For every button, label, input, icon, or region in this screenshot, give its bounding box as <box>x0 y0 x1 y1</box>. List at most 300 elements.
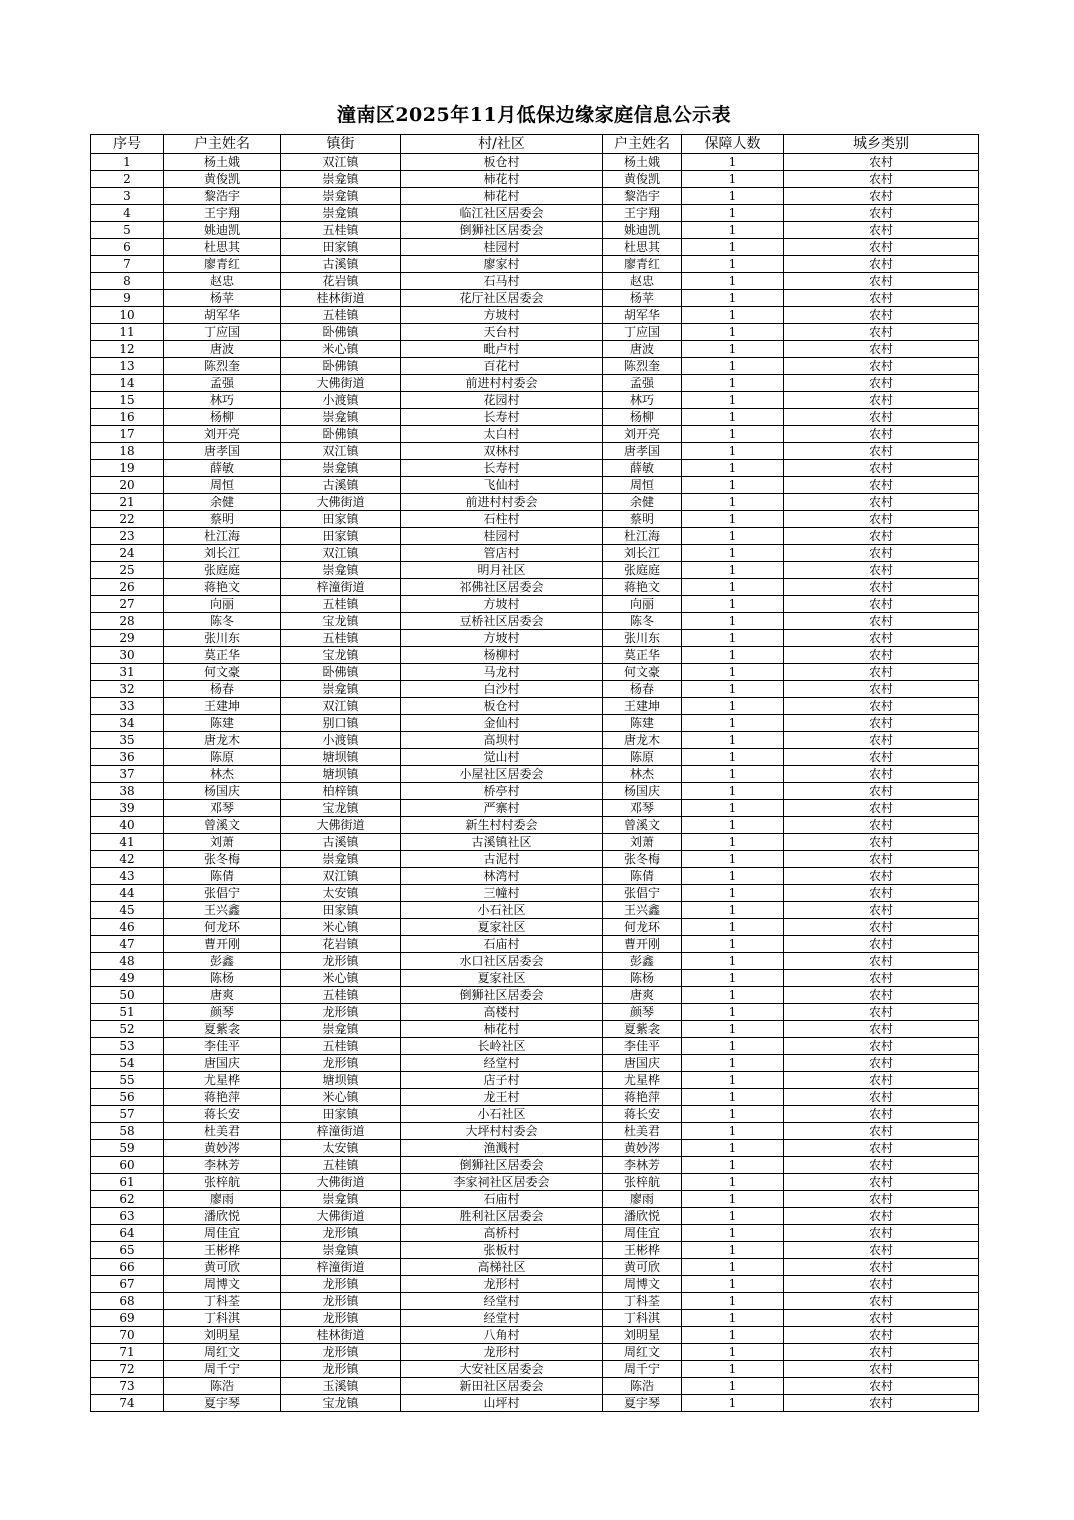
seq-cell: 53 <box>91 1038 164 1055</box>
town-header: 镇街 <box>281 135 401 154</box>
head-name-2-cell: 王兴鑫 <box>603 902 682 919</box>
head-name-cell: 刘萧 <box>164 834 281 851</box>
head-name-2-cell: 刘萧 <box>603 834 682 851</box>
count-cell: 1 <box>682 1344 784 1361</box>
seq-cell: 5 <box>91 222 164 239</box>
seq-cell: 14 <box>91 375 164 392</box>
seq-cell: 68 <box>91 1293 164 1310</box>
count-cell: 1 <box>682 1293 784 1310</box>
head-name-2-cell: 王彬桦 <box>603 1242 682 1259</box>
category-cell: 农村 <box>784 1157 979 1174</box>
head-name-cell: 杨柳 <box>164 409 281 426</box>
seq-cell: 9 <box>91 290 164 307</box>
category-cell: 农村 <box>784 766 979 783</box>
seq-cell: 11 <box>91 324 164 341</box>
village-cell: 柿花村 <box>401 171 603 188</box>
seq-cell: 24 <box>91 545 164 562</box>
category-cell: 农村 <box>784 205 979 222</box>
count-cell: 1 <box>682 817 784 834</box>
head-name-2-header: 户主姓名 <box>603 135 682 154</box>
town-cell: 别口镇 <box>281 715 401 732</box>
town-cell: 米心镇 <box>281 1089 401 1106</box>
category-cell: 农村 <box>784 1395 979 1412</box>
category-cell: 农村 <box>784 426 979 443</box>
head-name-cell: 杨春 <box>164 681 281 698</box>
village-cell: 石马村 <box>401 273 603 290</box>
town-cell: 玉溪镇 <box>281 1378 401 1395</box>
head-name-2-cell: 陈浩 <box>603 1378 682 1395</box>
seq-cell: 45 <box>91 902 164 919</box>
head-name-2-cell: 陈杨 <box>603 970 682 987</box>
seq-cell: 33 <box>91 698 164 715</box>
village-cell: 天台村 <box>401 324 603 341</box>
count-cell: 1 <box>682 307 784 324</box>
head-name-2-cell: 唐孝国 <box>603 443 682 460</box>
town-cell: 五桂镇 <box>281 222 401 239</box>
count-cell: 1 <box>682 1361 784 1378</box>
village-cell: 林湾村 <box>401 868 603 885</box>
head-name-cell: 周千宁 <box>164 1361 281 1378</box>
table-row <box>91 1055 979 1072</box>
count-cell: 1 <box>682 494 784 511</box>
head-name-cell: 丁科淇 <box>164 1310 281 1327</box>
count-cell: 1 <box>682 834 784 851</box>
town-cell: 田家镇 <box>281 902 401 919</box>
category-cell: 农村 <box>784 460 979 477</box>
table-row <box>91 1072 979 1089</box>
table-row <box>91 1344 979 1361</box>
category-cell: 农村 <box>784 987 979 1004</box>
head-name-cell: 陈烈奎 <box>164 358 281 375</box>
category-cell: 农村 <box>784 528 979 545</box>
head-name-cell: 黄可欣 <box>164 1259 281 1276</box>
table-row <box>91 1361 979 1378</box>
table-row <box>91 1140 979 1157</box>
count-cell: 1 <box>682 545 784 562</box>
category-cell: 农村 <box>784 1123 979 1140</box>
village-cell: 桂园村 <box>401 239 603 256</box>
count-cell: 1 <box>682 443 784 460</box>
seq-cell: 26 <box>91 579 164 596</box>
town-cell: 米心镇 <box>281 970 401 987</box>
table-row <box>91 1242 979 1259</box>
category-cell: 农村 <box>784 375 979 392</box>
town-cell: 崇龛镇 <box>281 1191 401 1208</box>
count-cell: 1 <box>682 324 784 341</box>
seq-cell: 25 <box>91 562 164 579</box>
head-name-2-cell: 唐龙木 <box>603 732 682 749</box>
category-cell: 农村 <box>784 188 979 205</box>
table-row <box>91 171 979 188</box>
seq-cell: 12 <box>91 341 164 358</box>
table-row <box>91 613 979 630</box>
head-name-cell: 王兴鑫 <box>164 902 281 919</box>
seq-cell: 39 <box>91 800 164 817</box>
village-cell: 店子村 <box>401 1072 603 1089</box>
head-name-cell: 唐波 <box>164 341 281 358</box>
head-name-2-cell: 陈建 <box>603 715 682 732</box>
village-cell: 新生村村委会 <box>401 817 603 834</box>
category-cell: 农村 <box>784 171 979 188</box>
village-cell: 经堂村 <box>401 1310 603 1327</box>
seq-cell: 18 <box>91 443 164 460</box>
count-cell: 1 <box>682 919 784 936</box>
category-cell: 农村 <box>784 596 979 613</box>
head-name-2-cell: 黄俊凯 <box>603 171 682 188</box>
count-cell: 1 <box>682 749 784 766</box>
head-name-cell: 陈倩 <box>164 868 281 885</box>
town-cell: 宝龙镇 <box>281 800 401 817</box>
seq-cell: 31 <box>91 664 164 681</box>
village-cell: 倒狮社区居委会 <box>401 1157 603 1174</box>
seq-cell: 21 <box>91 494 164 511</box>
seq-cell: 55 <box>91 1072 164 1089</box>
category-cell: 农村 <box>784 817 979 834</box>
town-cell: 柏梓镇 <box>281 783 401 800</box>
seq-cell: 48 <box>91 953 164 970</box>
head-name-cell: 陈杨 <box>164 970 281 987</box>
count-cell: 1 <box>682 630 784 647</box>
category-cell: 农村 <box>784 1089 979 1106</box>
category-cell: 农村 <box>784 477 979 494</box>
head-name-cell: 莫正华 <box>164 647 281 664</box>
seq-cell: 69 <box>91 1310 164 1327</box>
category-cell: 农村 <box>784 1327 979 1344</box>
count-cell: 1 <box>682 579 784 596</box>
town-cell: 五桂镇 <box>281 1038 401 1055</box>
table-row <box>91 834 979 851</box>
table-row <box>91 1327 979 1344</box>
category-cell: 农村 <box>784 681 979 698</box>
seq-cell: 50 <box>91 987 164 1004</box>
count-cell: 1 <box>682 1021 784 1038</box>
table-row <box>91 953 979 970</box>
seq-cell: 42 <box>91 851 164 868</box>
table-row <box>91 341 979 358</box>
seq-cell: 8 <box>91 273 164 290</box>
seq-cell: 65 <box>91 1242 164 1259</box>
village-cell: 倒狮社区居委会 <box>401 222 603 239</box>
town-cell: 崇龛镇 <box>281 1242 401 1259</box>
seq-cell: 4 <box>91 205 164 222</box>
town-cell: 宝龙镇 <box>281 647 401 664</box>
village-cell: 夏家社区 <box>401 919 603 936</box>
category-cell: 农村 <box>784 273 979 290</box>
table-row <box>91 358 979 375</box>
category-cell: 农村 <box>784 919 979 936</box>
head-name-2-cell: 林杰 <box>603 766 682 783</box>
head-name-2-cell: 张梓航 <box>603 1174 682 1191</box>
village-cell: 山坪村 <box>401 1395 603 1412</box>
table-row <box>91 766 979 783</box>
village-cell: 龙形村 <box>401 1276 603 1293</box>
head-name-cell: 蒋艳萍 <box>164 1089 281 1106</box>
count-cell: 1 <box>682 290 784 307</box>
town-cell: 大佛街道 <box>281 1174 401 1191</box>
table-row <box>91 885 979 902</box>
head-name-cell: 李佳平 <box>164 1038 281 1055</box>
seq-cell: 56 <box>91 1089 164 1106</box>
head-name-2-cell: 胡军华 <box>603 307 682 324</box>
town-cell: 龙形镇 <box>281 1293 401 1310</box>
seq-cell: 63 <box>91 1208 164 1225</box>
seq-cell: 37 <box>91 766 164 783</box>
count-cell: 1 <box>682 528 784 545</box>
town-cell: 双江镇 <box>281 545 401 562</box>
category-cell: 农村 <box>784 715 979 732</box>
town-cell: 宝龙镇 <box>281 1395 401 1412</box>
town-cell: 五桂镇 <box>281 307 401 324</box>
seq-cell: 27 <box>91 596 164 613</box>
village-cell: 长寿村 <box>401 409 603 426</box>
table-row <box>91 1259 979 1276</box>
head-name-2-cell: 何龙环 <box>603 919 682 936</box>
seq-cell: 73 <box>91 1378 164 1395</box>
count-cell: 1 <box>682 851 784 868</box>
seq-cell: 3 <box>91 188 164 205</box>
head-name-2-cell: 姚迪凯 <box>603 222 682 239</box>
seq-cell: 41 <box>91 834 164 851</box>
seq-cell: 20 <box>91 477 164 494</box>
village-cell: 胜利社区居委会 <box>401 1208 603 1225</box>
head-name-cell: 赵忠 <box>164 273 281 290</box>
head-name-cell: 杨苹 <box>164 290 281 307</box>
village-cell: 倒狮社区居委会 <box>401 987 603 1004</box>
count-cell: 1 <box>682 1072 784 1089</box>
head-name-2-cell: 唐国庆 <box>603 1055 682 1072</box>
count-cell: 1 <box>682 681 784 698</box>
table-row <box>91 1089 979 1106</box>
table-row <box>91 528 979 545</box>
head-name-2-cell: 张冬梅 <box>603 851 682 868</box>
head-name-cell: 张庭庭 <box>164 562 281 579</box>
village-cell: 新田社区居委会 <box>401 1378 603 1395</box>
head-name-cell: 廖雨 <box>164 1191 281 1208</box>
table-row <box>91 375 979 392</box>
village-cell: 水口社区居委会 <box>401 953 603 970</box>
count-cell: 1 <box>682 1106 784 1123</box>
town-cell: 崇龛镇 <box>281 562 401 579</box>
head-name-2-cell: 蔡明 <box>603 511 682 528</box>
village-cell: 方坡村 <box>401 596 603 613</box>
town-cell: 龙形镇 <box>281 1276 401 1293</box>
table-row <box>91 868 979 885</box>
head-name-cell: 李林芳 <box>164 1157 281 1174</box>
head-name-2-cell: 黎浩宇 <box>603 188 682 205</box>
count-cell: 1 <box>682 936 784 953</box>
town-cell: 龙形镇 <box>281 953 401 970</box>
head-name-cell: 王彬桦 <box>164 1242 281 1259</box>
category-cell: 农村 <box>784 154 979 171</box>
head-name-cell: 王宇翔 <box>164 205 281 222</box>
table-row <box>91 579 979 596</box>
seq-cell: 61 <box>91 1174 164 1191</box>
village-cell: 方坡村 <box>401 307 603 324</box>
category-cell: 农村 <box>784 1004 979 1021</box>
head-name-cell: 陈冬 <box>164 613 281 630</box>
head-name-2-cell: 周佳宜 <box>603 1225 682 1242</box>
table-row <box>91 681 979 698</box>
head-name-2-cell: 唐爽 <box>603 987 682 1004</box>
head-name-2-cell: 刘长江 <box>603 545 682 562</box>
village-cell: 前进村村委会 <box>401 375 603 392</box>
category-cell: 农村 <box>784 1055 979 1072</box>
category-cell: 农村 <box>784 732 979 749</box>
table-row <box>91 511 979 528</box>
category-cell: 农村 <box>784 885 979 902</box>
town-cell: 古溪镇 <box>281 477 401 494</box>
town-cell: 桂林街道 <box>281 290 401 307</box>
head-name-cell: 张冬梅 <box>164 851 281 868</box>
head-name-cell: 向丽 <box>164 596 281 613</box>
town-cell: 龙形镇 <box>281 1225 401 1242</box>
head-name-cell: 薛敏 <box>164 460 281 477</box>
table-row <box>91 1293 979 1310</box>
table-row <box>91 1378 979 1395</box>
count-header: 保障人数 <box>682 135 784 154</box>
count-cell: 1 <box>682 1310 784 1327</box>
count-cell: 1 <box>682 902 784 919</box>
head-name-2-cell: 杨苹 <box>603 290 682 307</box>
category-cell: 农村 <box>784 1038 979 1055</box>
count-cell: 1 <box>682 800 784 817</box>
town-cell: 田家镇 <box>281 511 401 528</box>
seq-cell: 67 <box>91 1276 164 1293</box>
town-cell: 大佛街道 <box>281 494 401 511</box>
town-cell: 双江镇 <box>281 698 401 715</box>
count-cell: 1 <box>682 613 784 630</box>
village-cell: 石庙村 <box>401 936 603 953</box>
seq-cell: 7 <box>91 256 164 273</box>
table-row <box>91 1038 979 1055</box>
town-cell: 五桂镇 <box>281 596 401 613</box>
table-row <box>91 749 979 766</box>
head-name-cell: 刘长江 <box>164 545 281 562</box>
seq-cell: 28 <box>91 613 164 630</box>
town-cell: 五桂镇 <box>281 987 401 1004</box>
village-cell: 金仙村 <box>401 715 603 732</box>
head-name-cell: 张梓航 <box>164 1174 281 1191</box>
seq-cell: 71 <box>91 1344 164 1361</box>
count-cell: 1 <box>682 1378 784 1395</box>
village-cell: 觉山村 <box>401 749 603 766</box>
head-name-cell: 丁科荃 <box>164 1293 281 1310</box>
town-cell: 田家镇 <box>281 239 401 256</box>
town-cell: 崇龛镇 <box>281 188 401 205</box>
table-row <box>91 1106 979 1123</box>
table-row <box>91 1123 979 1140</box>
town-cell: 梓潼街道 <box>281 1259 401 1276</box>
village-cell: 杨柳村 <box>401 647 603 664</box>
category-cell: 农村 <box>784 1378 979 1395</box>
count-cell: 1 <box>682 1242 784 1259</box>
seq-cell: 15 <box>91 392 164 409</box>
seq-cell: 70 <box>91 1327 164 1344</box>
table-row <box>91 1174 979 1191</box>
town-cell: 崇龛镇 <box>281 409 401 426</box>
village-cell: 廖家村 <box>401 256 603 273</box>
town-cell: 五桂镇 <box>281 1157 401 1174</box>
town-cell: 古溪镇 <box>281 834 401 851</box>
head-name-2-cell: 杨国庆 <box>603 783 682 800</box>
category-cell: 农村 <box>784 1191 979 1208</box>
count-cell: 1 <box>682 1259 784 1276</box>
village-cell: 高桥村 <box>401 1225 603 1242</box>
count-cell: 1 <box>682 1191 784 1208</box>
head-name-2-cell: 赵忠 <box>603 273 682 290</box>
town-cell: 崇龛镇 <box>281 460 401 477</box>
table-row <box>91 596 979 613</box>
head-name-2-cell: 陈倩 <box>603 868 682 885</box>
town-cell: 梓潼街道 <box>281 1123 401 1140</box>
village-cell: 石庙村 <box>401 1191 603 1208</box>
count-cell: 1 <box>682 239 784 256</box>
head-name-2-cell: 陈原 <box>603 749 682 766</box>
head-name-cell: 唐国庆 <box>164 1055 281 1072</box>
head-name-2-cell: 丁科淇 <box>603 1310 682 1327</box>
head-name-cell: 张倡宁 <box>164 885 281 902</box>
village-cell: 双林村 <box>401 443 603 460</box>
seq-cell: 34 <box>91 715 164 732</box>
village-cell: 大坪村村委会 <box>401 1123 603 1140</box>
table-row <box>91 715 979 732</box>
head-name-cell: 林杰 <box>164 766 281 783</box>
head-name-2-cell: 夏宇琴 <box>603 1395 682 1412</box>
head-name-cell: 丁应国 <box>164 324 281 341</box>
town-cell: 太安镇 <box>281 885 401 902</box>
seq-cell: 57 <box>91 1106 164 1123</box>
count-cell: 1 <box>682 783 784 800</box>
seq-cell: 38 <box>91 783 164 800</box>
seq-cell: 40 <box>91 817 164 834</box>
head-name-cell: 黎浩宇 <box>164 188 281 205</box>
table-row <box>91 1157 979 1174</box>
seq-cell: 58 <box>91 1123 164 1140</box>
category-cell: 农村 <box>784 1344 979 1361</box>
village-cell: 古溪镇社区 <box>401 834 603 851</box>
head-name-cell: 彭鑫 <box>164 953 281 970</box>
village-header: 村/社区 <box>401 135 603 154</box>
table-row <box>91 477 979 494</box>
head-name-cell: 曾溪文 <box>164 817 281 834</box>
table-row <box>91 545 979 562</box>
town-cell: 花岩镇 <box>281 936 401 953</box>
head-name-2-cell: 杜思其 <box>603 239 682 256</box>
table-row <box>91 1395 979 1412</box>
head-name-2-cell: 张庭庭 <box>603 562 682 579</box>
head-name-cell: 颜琴 <box>164 1004 281 1021</box>
town-cell: 田家镇 <box>281 1106 401 1123</box>
head-name-2-cell: 廖青红 <box>603 256 682 273</box>
village-cell: 小石社区 <box>401 902 603 919</box>
count-cell: 1 <box>682 1089 784 1106</box>
head-name-cell: 陈浩 <box>164 1378 281 1395</box>
head-name-cell: 杜思其 <box>164 239 281 256</box>
table-row <box>91 936 979 953</box>
head-name-2-cell: 蒋艳萍 <box>603 1089 682 1106</box>
seq-cell: 64 <box>91 1225 164 1242</box>
town-cell: 古溪镇 <box>281 256 401 273</box>
count-cell: 1 <box>682 358 784 375</box>
seq-cell: 59 <box>91 1140 164 1157</box>
category-cell: 农村 <box>784 630 979 647</box>
town-cell: 花岩镇 <box>281 273 401 290</box>
count-cell: 1 <box>682 1123 784 1140</box>
town-cell: 双江镇 <box>281 868 401 885</box>
category-cell: 农村 <box>784 1208 979 1225</box>
village-cell: 渔溅村 <box>401 1140 603 1157</box>
village-cell: 桥亭村 <box>401 783 603 800</box>
